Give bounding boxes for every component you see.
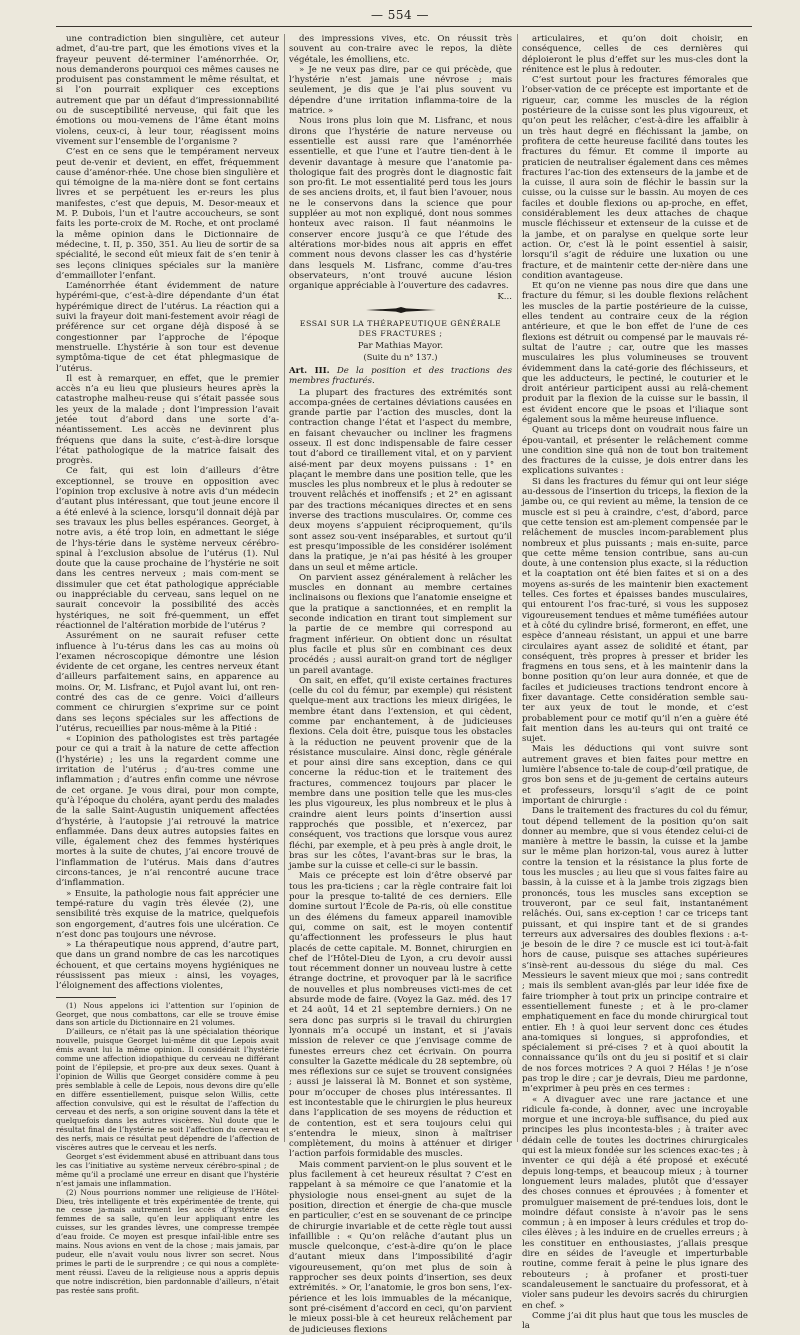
article-title: ESSAI SUR LA THÉRAPEUTIQUE GÉNÉRALE DES FRACTURES ;	[299, 318, 502, 339]
footnote: D’ailleurs, ce n’était pas là une spécialation théorique nouvelle, puisque Georget lui-même dit que Lepois avait émis avant lui la même opinion. Il considérait l’hystérie comme une affection idiopathique du cerveau ne différant point de l’épilepsie, et pro-pre aux deux sexes. Quant à l’opinion de Willis que Georget considère comme à peu près semblable à celle de Lepois, nous devons dire qu’elle en diffère essentiellement, puisque selon Willis, cette affection convulsive, qui est le résultat de l’affection du cerveau et des nerfs, a son origine souvent dans la tête et quelquefois dans les autres viscères. Nul doute que le résultat final de l’hystérie ne soit l’affection du cerveau et des nerfs, mais ce résultat peut dépendre de l’affection de viscères autres que le cerveau et les nerfs.	[56, 1027, 279, 1153]
paragraph: des impressions vives, etc. On réussit très souvent au con-traire avec le repos, la diète végétale, les émolliens, etc.	[289, 34, 512, 65]
paragraph: Mais comment parvient-on le plus souvent et le plus facilement à cet heureux résultat ? C’est en rappelant à sa mémoire ce que l’anatomie et la physiologie nous ensei-gnent au sujet de la position, direction et énergie de cha-que muscle en particulier, c’est en se souvenant de ce principe de chirurgie invariable et de cette règle tout aussi infaillible : « Qu’on relâche d’autant plus un muscle quelconque, c’est-à-dire qu’on le place d’autant mieux dans l’impossibilité d’agir vigoureusement, qu’on met plus de soin à rapprocher ses deux points d’insertion, ses deux extrémités. » Or, l’anatomie, le gros bon sens, l’ex-périence et les lois immuables de la mécanique, sont pré-cisément d’accord en ceci, qu’on parvient le mieux possi-ble à cet heureux relâchement par de judicieuses flexions	[289, 1159, 512, 1335]
column-middle	[289, 34, 512, 1335]
paragraph: « A divaguer avec une rare jactance et une ridicule fa-conde, à donner, avec une incroyable morgue et une incroya-ble suffisance, du pied aux principes les plus incontesta-bles ; à traiter avec dédain celle de toutes les doctrines chirurgicales qui est la mieux fondée sur les sciences exac-tes ; à inventer ce qui déjà a été proposé et exécuté depuis long-temps, et beaucoup mieux ; à tourner longuement leurs malades, plutôt que d’essayer des choses connues et éprouvées ; à fomenter et promulguer maisement de pré-tendues lois, dont le moindre défaut consiste à n’avoir pas le sens commun ; à en imposer à leurs crédules et trop do-ciles élèves ; à les induire en de cruelles erreurs ; à les constituer en enthousiastes, j’allais presque dire en séides de l’aveugle et imperturbable routine, comme ferait à peine le plus ignare des rebouteurs ; à profaner et prosti-tuer scandaleusement le sanctuaire du professorat, et à violer sans pudeur les devoirs sacrés du chirurgien en chef. »	[522, 1094, 748, 1311]
paragraph: Et qu’on ne vienne pas nous dire que dans une fracture du fémur, si les double flexions relâchent les muscles de la partie postérieure de la cuisse, elles tendent au contraire ceux de la région antérieure, et que le bon effet de l’une de ces flexions est détruit ou compensé par le mauvais ré-sultat de l’autre ; car, outre que les masses musculaires les plus volumineuses se trouvent évidemment dans la caté-gorie des fléchisseurs, et que les adducteurs, le pectiné, le couturier et le droit antérieur participent aussi au relâ-chement produit par la flexion de la cuisse sur le bassin, il est évident encore que le psoas et l’iliaque sont également sous la même heureuse influence.	[522, 281, 748, 425]
paragraph: articulaires, et qu’on doit choisir, en conséquence, celles de ces dernières qui déploieront le plus d’effet sur les mus-cles dont la rénitence est le plus à redouter.	[522, 34, 748, 75]
column-divider	[284, 34, 285, 1142]
paragraph: Si dans les fractures du fémur qui ont leur siége au-dessous de l’insertion du triceps, la flexion de la jambe ou, ce qui revient au même, la tension de ce muscle est si peu à craindre, c’est, d’abord, parce que cette tension est am-plement compensée par le relâchement de muscles incom-parablement plus nombreux et plus puissants ; mais en-suite, parce que cette même tension contribue, sans au-cun doute, à une contension plus exacte, si la réduction et la coaptation ont été bien faites et si on a des moyens as-surés de les maintenir bien exactement telles. Ces fortes et épaisses bandes musculaires, qui entourent l’os frac-turé, si vous les supposez vigoureusement tendues et même tuméfiées autour et à côté du cylindre brisé, formeront, en effet, une espèce d’anneau résistant, un appui et une barre circulaires ayant assez de solidité et étant, par conséquent, très propres à presser et brider les fragmens en tous sens, et à les maintenir dans la bonne position qu’on leur aura donnée, et que de faciles et judicieuses tractions tendront encore à fixer davantage. Cette considération semble sau-ter aux yeux de tout le monde, et c’est probablement pour ce motif qu’il n’en a guère été fait mention dans les au-teurs qui ont traité ce sujet.	[522, 476, 748, 745]
paragraph: On parvient assez généralement à relâcher les muscles en donnant au membre certaines inclinaisons ou flexions que l’anatomie enseigne et que la pratique a sanctionnées, et en remplit la seconde indication en tirant tout simplement sur la partie de ce membre qui correspond au fragment inférieur. On obtient donc un résultat plus facile et plus sûr en combinant ces deux procédés ; aussi aurait-on grand tort de négliger un pareil avantage.	[289, 572, 512, 676]
footnote: (1) Nous appelons ici l’attention sur l’opinion de Georget, que nous combattons, car elle se trouve émise dans son article du Dictionnaire en 21 volumes.	[56, 1000, 279, 1028]
article-author: Par Mathias Mayor.	[357, 341, 444, 352]
paragraph: » La thérapeutique nous apprend, d’autre part, que dans un grand nombre de cas les narcotiques échouent, et que certains moyens hygiéniques ne réussissent pas mieux : ainsi, les voyages, l’éloignement des affections violentes,	[56, 940, 279, 992]
footnotes	[56, 1002, 279, 1296]
section-heading	[289, 366, 512, 387]
paragraph: Il est à remarquer, en effet, que le premier accès n’a eu lieu que plusieurs heures après la catastrophe malheu-reuse qui s’était passée sous les yeux de la malade ; dont l’impression l’avait jetée tout d’abord dans une sorte d’a-néantissement. Les accès ne devinrent plus fréquens que dans la suite, c’est-à-dire lorsque l’état pathologique de la matrice faisait des progrès.	[56, 373, 279, 467]
column-right	[522, 34, 748, 1332]
page-number: — 554 —	[370, 8, 430, 22]
paragraph: « L’opinion des pathologistes est très partagée pour ce qui a trait à la nature de cette affection (l’hystérie) ; les uns la regardent comme une irritation de l’utérus ; d’au-tres comme une inflammation ; d’autres enfin comme une névrose de cet organe. Je vous dirai, pour mon compte, qu’à l’époque du choléra, ayant perdu des malades de la salle Saint-Augustin uniquement affectées d’hystérie, à l’autopsie j’ai retrouvé la matrice enflammée. Dans deux autres autopsies faites en ville, également chez des femmes hystériques mortes à la suite de chutes, j’ai encore trouvé de l’inflammation de l’utérus. Mais dans d’autres circons-tances, je n’ai rencontré aucune trace d’inflammation.	[56, 734, 279, 889]
footnote: Georget s’est évidemment abusé en attribuant dans tous les cas l’initiative au système nerveux cérébro-spinal ; de même qu’il a proclamé une erreur en disant que l’hystérie n’est jamais une inflammation.	[56, 1152, 279, 1188]
paragraph: une contradiction bien singulière, cet auteur admet, d’au-tre part, que les émotions vives et la frayeur peuvent dé-terminer l’aménorrhée. Or, nous demanderons pourquoi ces mêmes causes ne produisent pas constamment le même résultat, et si l’on pourrait expliquer ces exceptions autrement que par un défaut d’impressionnabilité ou de susceptibilité nerveuse, qui fait que les émotions ou mou-vemens de l’âme étant moins violens, ceux-ci, à leur tour, réagissent moins vivement sur l’ensemble de l’organisme ?	[56, 34, 279, 147]
column-left	[56, 34, 279, 1295]
paragraph: Mais ce précepte est loin d’être observé par tous les pra-ticiens ; car la règle contraire fait loi pour la presque to-talité de ces derniers. Elle domine surtout l’École de Pa-ris, où elle constitue un des élémens du fameux appareil inamovible qui, comme on sait, est le moyen contentif qu’affectionnent les professeurs le plus haut placés de cette capitale. M. Bonnet, chirurgien en chef de l’Hôtel-Dieu de Lyon, a cru devoir aussi tout récemment donner un nouveau lustre à cette étrange doctrine, et provoquer par là le sacrifice de nouvelles et plus nombreuses victi-mes de cet absurde mode de faire. (Voyez la Gaz. méd. des 17 et 24 août, 14 et 21 septembre derniers.) On ne sera donc pas surpris si le travail du chirurgien lyonnais m’a occupé un instant, et si j’avais mission de relever ce que j’envisage comme de funestes erreurs chez cet écrivain. On pourra consulter la Gazette médicale du 28 septembre, où mes réflexions sur ce sujet se trouvent consignées ; aussi je laisserai là M. Bonnet et son système, pour m’occuper de choses plus intéressantes. Il est incontestable que le chirurgien le plus heureux dans l’application de ses moyens de réduction et de contention, est et sera toujours celui qui s’entendra le mieux, sinon à maîtriser complètement, du moins à atténuer et diriger l’action parfois formidable des muscles.	[289, 871, 512, 1160]
paragraph: La plupart des fractures des extrémités sont accompa-gnées de certaines déviations causées en grande partie par l’action des muscles, dont la contraction change l’état et l’aspect du membre, en faisant chevaucher ou incliner les fragmens osseux. Il est donc indispensable de faire cesser tout d’abord ce tiraillement vital, et on y parvient aisé-ment par deux moyens puissans : 1° en plaçant le membre dans une position telle, que les muscles les plus nombreux et le plus à redouter se trouvent relâchés et inoffensifs ; et 2° en agissant par des tractions mécaniques directes et en sens inverse des tractions musculaires. Or, comme ces deux moyens s’appuient réciproquement, qu’ils sont assez sou-vent inséparables, et surtout qu’il est presqu’impossible de les considérer isolément dans la pratique, je n’ai pas hésité à les grouper dans un seul et même article.	[289, 387, 512, 573]
paragraph: On sait, en effet, qu’il existe certaines fractures (celle du col du fémur, par exemple) qui résistent quelque-ment aux tractions les mieux dirigées, le membre étant dans l’extension, et qui cèdent, comme par enchantement, à de judicieuses flexions. Cela doit être, puisque tous les obstacles à la réduction ne peuvent provenir que de la résistance musculaire. Ainsi donc, règle générale et pour ainsi dire sans exception, dans ce qui concerne la réduc-tion et le traitement des fractures, commencez toujours par placer le membre dans une position telle que les mus-cles les plus vigoureux, les plus nombreux et le plus à craindre aient leurs points d’insertion aussi rapprochés que possible, et n’exercez, par conséquent, vos tractions que lorsque vous aurez fléchi, par exemple, et à peu près à angle droit, le bras sur les côtes, l’avant-bras sur le bras, la jambe sur la cuisse et celle-ci sur le bassin.	[289, 675, 512, 872]
article-separator	[289, 307, 512, 313]
paragraph: C’est surtout pour les fractures fémorales que l’obser-vation de ce précepte est importante et de rigueur, car, comme les muscles de la région postérieure de la cuisse sont les plus vigoureux, et qu’on peut les relâcher, c’est-à-dire les affaiblir à un très haut degré en fléchissant la jambe, on profitera de cette heureuse facilité dans toutes les fractures du fémur. Et comme il importe au praticien de neutraliser également dans ces mêmes fractures l’ac-tion des extenseurs de la jambe et de la cuisse, il aura soin de fléchir le bassin sur la cuisse, ou la cuisse sur le bassin. Au moyen de ces faciles et double flexions ou ap-proche, en effet, considérablement les deux attaches de chaque muscle fléchisseur et extenseur de la cuisse et de la jambe, et on paralyse en quelque sorte leur action. Or, c’est là le point essentiel à saisir, lorsqu’il s’agit de réduire une luxation ou une fracture, et de maintenir cette der-nière dans une condition avantageuse.	[522, 75, 748, 281]
section-title: De la position et des tractions des membres fracturés.	[289, 365, 512, 387]
paragraph: » Je ne veux pas dire, par ce qui précède, que l’hystérie n’est jamais une névrose ; mais seulement, je dis que je l’ai plus souvent vu dépendre d’une irritation inflamma-toire de la matrice. »	[289, 64, 512, 117]
header-rule	[56, 26, 752, 27]
article-signature: K...	[497, 292, 512, 303]
paragraph: » Ensuite, la pathologie nous fait apprécier une tempé-rature du vagin très élevée (2), une sensibilité très exquise de la matrice, quelquefois son engorgement, d’autres fois une ulcération. Ce n’est donc pas toujours une névrose.	[56, 888, 279, 940]
paragraph: Mais les déductions qui vont suivre sont autrement graves et bien faites pour mettre en lumière l’absence to-tale de coup-d’œil pratique, de gros bon sens et de ju-gement de certains auteurs et professeurs, lorsqu’il s’agit de ce point important de chirurgie :	[522, 744, 748, 806]
paragraph: C’est en ce sens que le tempérament nerveux peut de-venir et devient, en effet, fréquemment cause d’aménor-rhée. Une chose bien singulière et qui témoigne de la ma-nière dont se font certains livres et se perpétuent les er-reurs les plus manifestes, c’est que depuis, M. Desor-meaux et M. P. Dubois, l’un et l’autre accoucheurs, se sont faits les porte-croix de M. Roche, et ont proclamé la même opinion dans le Dictionnaire de médecine, t. II, p. 350, 351. Au lieu de sortir de sa spécialité, le second eût mieux fait de s’en tenir à ses leçons cliniques spéciales sur la manière d’emmailloter l’enfant.	[56, 147, 279, 281]
footnote: (2) Nous pourrions nommer une religieuse de l’Hôtel-Dieu, très intelligente et très expérimentée de trente, qui ne cesse ja-mais autrement les accès d’hystérie des femmes de sa salle, qu’en leur appliquant entre les cuisses, sur les grandes lèvres, une compresse trempée d’eau froide. Ce moyen est presque infail-lible entre ses mains. Nous avions en vent de la chose ; mais jamais, par pudeur, elle n’avait voulu nous livrer son secret. Nous primes le parti de le surprendre ; ce qui nous a complète-ment réussi. L’aveu de la religieuse nous a appris depuis que notre indiscrétion, bien pardonnable d’ailleurs, n’était pas restée sans profit.	[56, 1187, 279, 1295]
paragraph: Comme j’ai dit plus haut que tous les muscles de la	[522, 1310, 748, 1332]
article-sequel-note: (Suite du n° 137.)	[363, 351, 438, 362]
paragraph: Dans le traitement des fractures du col du fémur, tout dépend tellement de la position qu’on sait donner au membre, que si vous étendez celui-ci de manière à mettre le bassin, la cuisse et la jambe sur le même plan horizon-tal, vous aurez à lutter contre la tension et la résistance la plus forte de tous les muscles ; au lieu que si vous faites faire au bassin, à la cuisse et à la jambe trois zigzags bien prononcés, tous les muscles sans exception se trouveront, par ce seul fait, instantanément relâchés. Oui, sans ex-ception ! car ce triceps tant puissant, et qui inspire tant et de si grandes terreurs aux adversaires des doubles flexions : a-t-je besoin de le dire ? ce muscle est ici tout-à-fait hors de cause, puisque ses attaches supérieures s’insè-rent au-dessous du siége du mal. Ces Messieurs le savent mieux que moi ; sans contredit ; mais ils semblent avan-glés par leur idée fixe de faire triompher à tout prix un principe contraire et essentiellement funeste ; et à le pro-clamer emphatiquement en face du monde chirurgical tout entier. Eh ! à quoi leur servent donc ces études ana-tomiques si longues, si approfondies, et spécialement si pré-cises ? et à quoi aboutit la connaissance qu’ils ont du jeu si positif et si clair de nos forces motrices ? A quoi ? Hélas ! je n’ose pas trop le dire ; car je devrais, Dieu me pardonne, m’exprimer à peu près en ces termes :	[522, 806, 748, 1095]
paragraph: Quant au triceps dont on voudrait nous faire un épou-vantail, et présenter le relâchement comme une condition sine quâ non de tout bon traitement des fractures de la cuisse, je dois entrer dans les explications suivantes :	[522, 425, 748, 477]
footnote-rule	[56, 997, 116, 998]
paragraph: Nous irons plus loin que M. Lisfranc, et nous dirons que l’hystérie de nature nerveuse ou essentielle est aussi rare que l’aménorrhée essentielle, et que l’une et l’autre tien-dent à le devenir davantage à mesure que l’anatomie pa-thologique fait des progrès dont le diagnostic fait son pro-fit. Le mot essentialité perd tous les jours de ses anciens droits, et, il faut bien l’avouer, nous ne le conservons dans la science que pour suppléer au mot non expliqué, dont nous sommes honteux avec raison. Il faut néanmoins le conserver encore jusqu’à ce que l’étude des altérations mor-bides nous ait appris en effet comment nous devons classer les cas d’hystérie dans lesquels M. Lisfranc, comme d’au-tres observateurs, n’ont trouvé aucune lésion organique appréciable à l’ouverture des cadavres.	[289, 116, 512, 292]
column-divider	[517, 34, 518, 1142]
paragraph: Ce fait, qui est loin d’ailleurs d’être exceptionnel, se trouve en opposition avec l’opinion trop exclusive à notre avis d’un médecin d’autant plus intéressant, que tout jeune encore il a été enlevé à la science, lorsqu’il donnait déjà par ses travaux les plus belles espérances. Georget, à notre avis, a été trop loin, en admettant le siége de l’hys-térie dans le système nerveux cérébro-spinal à l’exclusion absolue de l’utérus (1). Nul doute que la cause prochaine de l’hystérie ne soit dans les centres nerveux ; mais com-ment se dissimuler que cet état pathologique appréciable ou inappréciable du cerveau, sans lequel on ne saurait concevoir la possibilité des accès hystériques, ne soit fré-quemment, un effet réactionnel de l’altération morbide de l’utérus ?	[56, 466, 279, 631]
paragraph: Assurément on ne saurait refuser cette influence à l’u-térus dans les cas au moins où l’examen nécroscopique démontre une lésion évidente de cet organe, les centres nerveux étant d’ailleurs parfaitement sains, en apparence au moins. Or, M. Lisfranc, et Pujol avant lui, ont ren-contré des cas de ce genre. Voici d’ailleurs comment ce chirurgien s’exprime sur ce point dans ses leçons spéciales sur les affections de l’utérus, recueillies par nous-même à la Pitié :	[56, 631, 279, 734]
paragraph: L’aménorrhée étant évidemment de nature hypérémi-que, c’est-à-dire dépendante d’un état hypérémique direct de l’utérus. La réaction qui a suivi la frayeur doit mani-festement avoir réagi de préférence sur cet organe déjà disposé à se congestionner par l’approche de l’époque menstruelle. L’hystérie à son tour est devenue symptôma-tique de cet état phlegmasique de l’utérus.	[56, 281, 279, 374]
section-label: Art. III.	[289, 365, 330, 376]
